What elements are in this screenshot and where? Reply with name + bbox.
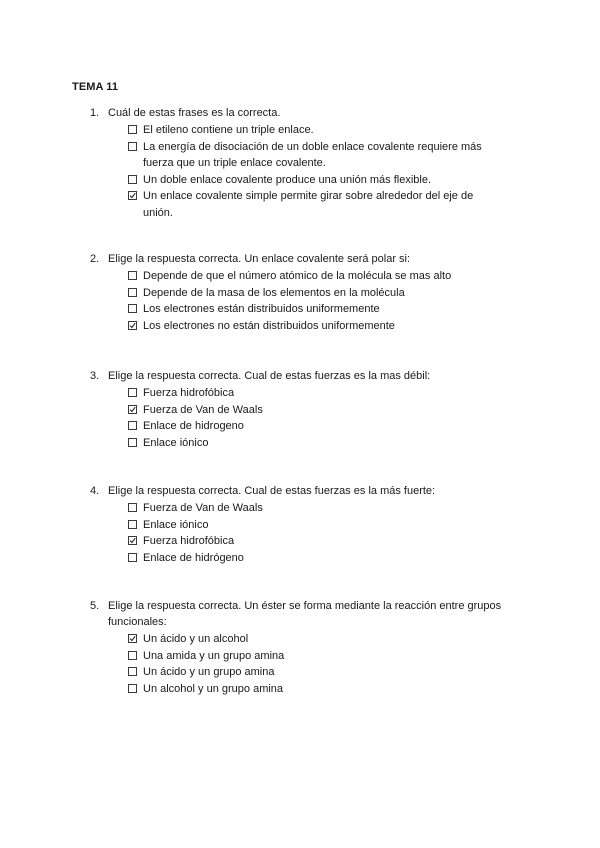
checked-checkbox-icon[interactable] <box>128 536 137 545</box>
options-list <box>90 500 560 566</box>
checkbox-icon[interactable] <box>128 304 137 313</box>
checkmark-icon <box>129 322 136 329</box>
question-number: 1. <box>90 107 100 119</box>
checkbox-icon[interactable] <box>128 175 137 184</box>
question-4 <box>90 483 560 566</box>
answer-option[interactable] <box>128 285 560 302</box>
checkbox-icon[interactable] <box>128 667 137 676</box>
option-label: Enlace de hidrógeno <box>143 551 244 564</box>
checkbox-icon[interactable] <box>128 388 137 397</box>
checkbox-icon[interactable] <box>128 520 137 529</box>
checkmark-icon <box>129 635 136 642</box>
options-list <box>90 631 560 697</box>
checkbox-icon[interactable] <box>128 421 137 430</box>
answer-option[interactable] <box>128 435 560 452</box>
checkbox-icon[interactable] <box>128 503 137 512</box>
question-line <box>90 483 560 499</box>
checkbox-icon[interactable] <box>128 651 137 660</box>
answer-option[interactable] <box>128 188 560 221</box>
question-line <box>90 105 560 121</box>
question-number: 4. <box>90 485 100 497</box>
question-text: Cuál de estas frases es la correcta. <box>108 107 281 119</box>
option-label: Depende de que el número atómico de la molécula se mas alto <box>143 270 452 282</box>
answer-option[interactable] <box>128 268 560 285</box>
document-title: TEMA 11 <box>72 81 119 93</box>
option-label: Fuerza de Van de Waals <box>143 403 263 416</box>
option-label: Una amida y un grupo amina <box>143 649 285 662</box>
option-label: Enlace de hidrogeno <box>143 420 244 432</box>
answer-option[interactable] <box>128 385 560 402</box>
option-label: Un enlace covalente simple permite girar sobre alrededor del eje de unión. <box>143 190 474 219</box>
option-label: Un doble enlace covalente produce una unión más flexible. <box>143 173 432 186</box>
answer-option[interactable] <box>128 550 560 567</box>
question-5 <box>90 598 560 697</box>
checkmark-icon <box>129 537 136 544</box>
checkbox-icon[interactable] <box>128 288 137 297</box>
question-text: Elige la respuesta correcta. Un éster se forma mediante la reacción entre grupos funcionales: <box>108 600 502 628</box>
question-number: 2. <box>90 253 100 265</box>
option-label: Fuerza hidrofóbica <box>143 387 235 399</box>
checked-checkbox-icon[interactable] <box>128 321 137 330</box>
question-text: Elige la respuesta correcta. Cual de estas fuerzas es la mas débil: <box>108 370 431 382</box>
option-label: Los electrones no están distribuidos uniformemente <box>143 319 395 332</box>
answer-option[interactable] <box>128 318 560 335</box>
answer-option[interactable] <box>128 681 560 698</box>
checkbox-icon[interactable] <box>128 553 137 562</box>
checkbox-icon[interactable] <box>128 271 137 280</box>
question-line <box>90 251 560 267</box>
checkbox-icon[interactable] <box>128 125 137 134</box>
option-label: Fuerza de Van de Waals <box>143 502 263 514</box>
question-line <box>90 368 560 384</box>
option-label: Depende de la masa de los elementos en la molécula <box>143 286 405 299</box>
answer-option[interactable] <box>128 418 560 435</box>
option-label: Un ácido y un grupo amina <box>143 666 275 678</box>
checkbox-icon[interactable] <box>128 438 137 447</box>
question-1 <box>90 105 560 221</box>
options-list <box>90 122 560 221</box>
option-label: Un ácido y un alcohol <box>143 633 249 645</box>
option-label: Enlace iónico <box>143 518 209 531</box>
checked-checkbox-icon[interactable] <box>128 405 137 414</box>
answer-option[interactable] <box>128 533 560 550</box>
option-label: Fuerza hidrofóbica <box>143 535 235 547</box>
answer-option[interactable] <box>128 500 560 517</box>
question-line <box>90 598 560 630</box>
checked-checkbox-icon[interactable] <box>128 634 137 643</box>
question-number: 5. <box>90 600 100 612</box>
question-text: Elige la respuesta correcta. Cual de estas fuerzas es la más fuerte: <box>108 485 436 497</box>
answer-option[interactable] <box>128 139 560 172</box>
options-list <box>90 385 560 451</box>
option-label: Los electrones están distribuidos uniformemente <box>143 303 380 315</box>
checkbox-icon[interactable] <box>128 684 137 693</box>
answer-option[interactable] <box>128 172 560 189</box>
checked-checkbox-icon[interactable] <box>128 191 137 200</box>
question-number: 3. <box>90 370 100 382</box>
checkbox-icon[interactable] <box>128 142 137 151</box>
question-3 <box>90 368 560 451</box>
options-list <box>90 268 560 334</box>
question-2 <box>90 251 560 334</box>
option-label: El etileno contiene un triple enlace. <box>143 124 314 136</box>
option-label: Un alcohol y un grupo amina <box>143 682 284 695</box>
answer-option[interactable] <box>128 517 560 534</box>
answer-option[interactable] <box>128 122 560 139</box>
checkmark-icon <box>129 406 136 413</box>
checkmark-icon <box>129 192 136 199</box>
answer-option[interactable] <box>128 631 560 648</box>
question-text: Elige la respuesta correcta. Un enlace covalente será polar si: <box>108 253 411 265</box>
option-label: Enlace iónico <box>143 436 209 449</box>
answer-option[interactable] <box>128 301 560 318</box>
answer-option[interactable] <box>128 402 560 419</box>
answer-option[interactable] <box>128 648 560 665</box>
answer-option[interactable] <box>128 664 560 681</box>
option-label: La energía de disociación de un doble enlace covalente requiere más fuerza que un triple enlace covalente. <box>143 140 482 169</box>
